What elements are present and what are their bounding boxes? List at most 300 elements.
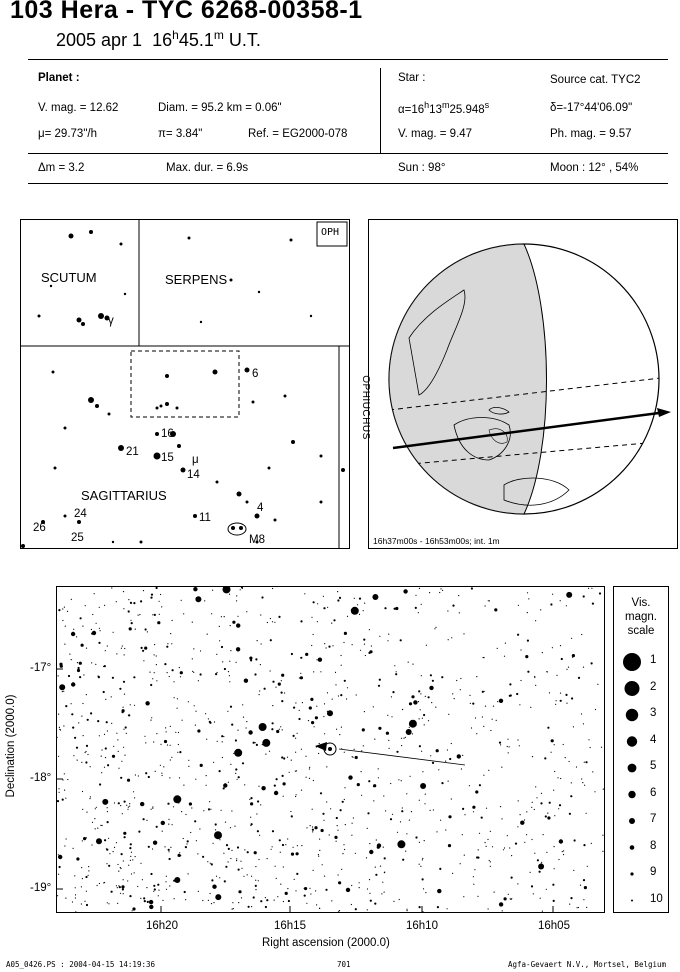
map-star [144,647,147,650]
map-star [323,820,324,821]
map-star [191,807,192,808]
map-star [216,876,217,877]
map-star [309,706,312,709]
map-star [552,647,553,648]
map-star [166,889,167,890]
map-star [339,910,340,911]
map-star [409,702,412,705]
map-star [236,647,240,651]
map-star [179,777,180,778]
map-star [149,900,153,904]
map-star [315,716,318,719]
constellation-sagittarius: SAGITTARIUS [81,488,167,503]
map-star [526,811,527,812]
map-star [584,785,585,786]
map-star [76,857,79,860]
map-star [171,643,172,644]
map-star [91,633,93,635]
map-star [520,821,524,825]
map-star [151,717,152,718]
map-star [250,802,253,805]
map-star [477,896,478,897]
map-star [540,609,541,610]
map-star [195,711,196,712]
x-tick-label-2: 16h15 [274,920,306,932]
map-star [71,682,75,686]
map-star [122,813,123,814]
map-star [475,790,478,793]
star-declination: δ=-17°44'06.09" [550,102,633,114]
map-star [107,645,108,646]
map-star [583,595,585,597]
map-star [79,676,81,678]
map-star [205,713,206,714]
map-star [539,871,541,873]
map-star [223,736,224,737]
map-star [148,776,150,778]
legend-dot-10 [631,900,633,902]
map-star [511,877,513,879]
map-star [211,863,213,865]
map-star [413,700,417,704]
map-star [107,902,108,903]
map-star [283,757,285,759]
map-star [199,828,200,829]
map-star [213,762,214,763]
map-star [462,808,464,810]
map-star [281,680,282,681]
map-star [301,749,302,750]
finder-star [77,520,81,524]
star-map [56,586,605,913]
map-star [126,805,127,806]
map-star [584,886,587,889]
map-star [538,864,544,870]
map-star [76,747,78,749]
map-star [260,804,261,805]
map-star [219,839,220,840]
map-star [85,876,87,878]
map-star [473,876,474,877]
map-star [215,894,221,900]
map-star [319,908,320,909]
map-star [170,726,171,727]
map-star [291,760,292,761]
map-star [403,589,407,593]
map-star [393,901,394,902]
map-star [439,868,441,870]
map-star [258,859,259,860]
map-star [501,818,502,819]
map-star [134,872,135,873]
map-star [312,831,313,832]
map-star [271,849,272,850]
map-star [255,889,256,890]
map-star [63,691,64,692]
map-star [540,802,542,804]
map-star [57,800,59,802]
map-star [86,812,87,813]
map-star [88,875,89,876]
map-star [276,878,277,879]
map-star [200,673,202,675]
finder-star [155,432,159,436]
map-star [374,739,375,740]
map-star [173,806,174,807]
map-star [274,622,275,623]
map-star [113,851,114,852]
map-star [118,751,119,752]
map-star [476,856,478,858]
map-star [261,643,262,644]
legend-dot-7 [629,818,635,824]
map-star [291,653,293,655]
map-star [256,813,257,814]
asteroid-track [339,749,465,765]
map-star [421,604,422,605]
map-star [62,691,63,692]
map-star [160,744,161,745]
map-star [165,727,166,728]
finder-star [246,501,249,504]
map-star [326,766,327,767]
map-star [157,621,160,624]
map-star [362,728,365,731]
map-star [244,784,245,785]
map-star [326,647,327,648]
map-star [124,801,126,803]
map-star [412,733,413,734]
map-star [415,836,417,838]
map-star [408,662,409,663]
map-star [531,885,533,887]
map-star [411,811,412,812]
finder-star [64,515,67,518]
map-star [117,903,118,904]
legend-value-9: 9 [650,866,657,878]
map-star [306,903,307,904]
night-side-shading [389,244,547,514]
map-star [274,785,276,787]
map-star [396,671,397,672]
map-star [228,671,229,672]
map-star [503,849,504,850]
map-star [447,749,448,750]
map-star [319,850,320,851]
map-star [129,895,131,897]
map-star [229,594,230,595]
map-star [591,843,592,844]
map-star [180,855,181,856]
map-star [258,786,259,787]
map-star [58,714,59,715]
map-star [347,616,348,617]
map-star [542,652,543,653]
map-star [238,869,240,871]
map-star [223,853,224,854]
map-star [108,865,110,867]
map-star [244,679,248,683]
map-star [515,843,517,845]
map-star [208,718,209,719]
legend-value-8: 8 [650,839,657,852]
map-star [240,861,241,862]
map-star [104,605,105,606]
map-star [563,744,564,745]
map-star [527,612,528,613]
map-star [114,847,115,848]
map-star [409,727,410,728]
map-star [554,771,555,772]
map-star [497,701,498,702]
map-star [197,853,198,854]
legend-value-5: 5 [650,760,657,772]
map-star [101,756,102,757]
map-star [319,743,320,744]
map-star [161,606,162,607]
map-star [391,696,392,697]
map-star [65,705,67,707]
map-star [383,795,384,796]
map-star [107,811,108,812]
map-star [107,730,108,731]
map-star [123,729,124,730]
map-star [172,620,173,621]
finder-star [237,492,242,497]
map-star [448,815,451,818]
map-star [324,703,325,704]
finder-star [188,237,191,240]
map-star [82,878,83,879]
map-star [124,648,125,649]
map-star [339,597,341,599]
map-star [344,849,345,850]
map-star [424,840,425,841]
map-star [541,793,542,794]
map-star [363,610,364,611]
map-star [71,703,72,704]
map-star [312,809,313,810]
map-star [583,844,585,846]
map-star [149,905,153,909]
map-star [253,742,255,744]
legend-value-1: 1 [650,654,657,666]
map-star [195,596,201,602]
map-star [237,730,238,731]
map-star [211,613,212,614]
event-datetime [56,28,261,51]
finder-chart [20,219,371,549]
map-star [198,680,199,681]
map-star [541,862,542,863]
map-star [92,614,93,615]
map-star [88,866,89,867]
map-star [123,893,124,894]
map-star [177,708,178,709]
map-star [439,592,440,593]
map-star [104,839,106,841]
map-star [360,650,361,651]
map-star [121,761,122,762]
map-star [127,880,128,881]
map-star [419,588,420,589]
legend-dot-1 [623,653,641,671]
finder-star [320,501,323,504]
map-star [68,675,70,677]
map-star [87,719,89,721]
map-star [361,771,362,772]
map-star [445,761,446,762]
map-star [296,873,298,875]
map-star [327,710,333,716]
map-star [403,738,404,739]
map-star [309,767,310,768]
map-star [166,731,167,732]
map-star [186,843,187,844]
map-star [426,645,427,646]
map-star [83,674,84,675]
map-star [106,849,108,851]
finder-star [108,413,111,416]
map-star [422,911,423,912]
map-star [452,873,453,874]
map-star [324,876,325,877]
map-star [116,601,117,602]
map-star [127,779,130,782]
map-star [405,737,406,738]
map-star [507,739,508,740]
map-star [151,594,153,596]
map-star [355,908,357,910]
map-star [169,676,170,677]
map-star [64,790,65,791]
map-star [369,850,373,854]
map-star [517,739,518,740]
map-star [140,600,142,602]
map-star [296,770,297,771]
map-star [184,891,186,893]
map-star [574,839,576,841]
map-star [236,595,237,596]
y-tick-label-1: -17° [30,662,52,674]
map-star [392,691,394,693]
map-star [152,808,153,809]
map-star [73,629,74,630]
map-star [312,829,314,831]
map-star [145,701,149,705]
star-ra-hour-unit: h [424,100,430,110]
map-star [202,856,204,858]
map-star [247,874,248,875]
finder-star [231,526,235,530]
map-star [386,732,389,735]
map-star [541,863,542,864]
map-star [108,903,109,904]
map-star [352,757,353,758]
map-star [173,795,181,803]
map-star [118,871,119,872]
map-star [448,714,449,715]
map-star [275,687,276,688]
map-star [280,852,281,853]
map-star [89,798,90,799]
map-star [509,683,511,685]
map-star [595,709,596,710]
map-star [433,809,434,810]
map-star [420,866,421,867]
map-star [549,692,550,693]
map-star [82,840,83,841]
map-star [141,647,143,649]
map-star [183,838,184,839]
globe-caption: 16h37m00s - 16h53m00s; int. 1m [373,536,500,546]
map-star [116,885,117,886]
map-star [238,890,241,893]
map-star [86,745,88,747]
map-star [460,678,461,679]
map-star [272,588,273,589]
event-date: 2005 apr 1 [56,30,143,50]
map-star [267,858,268,859]
map-star [483,775,484,776]
map-star [275,866,276,867]
finder-star [160,405,163,408]
map-star [452,605,454,607]
map-star [518,800,519,801]
map-star [135,629,136,630]
map-star [58,874,59,875]
map-star [236,860,237,861]
map-star [594,791,595,792]
map-star [373,786,374,787]
map-star [58,854,59,855]
map-star [59,729,60,730]
map-star [430,810,431,811]
map-star [560,600,561,601]
map-star [482,691,484,693]
map-star [210,893,211,894]
map-star [145,628,147,630]
map-star [430,674,432,676]
map-star [534,853,535,854]
map-star [475,717,476,718]
map-star [90,712,92,714]
map-star [527,592,528,593]
map-star [88,870,89,871]
map-star [235,768,237,770]
map-star [295,771,296,772]
map-star [559,839,563,843]
map-star [214,721,215,722]
map-star [156,826,158,828]
map-star [282,775,284,777]
map-star [361,795,362,796]
map-star [440,820,441,821]
map-star [569,813,571,815]
map-star [237,616,238,617]
map-star [222,757,223,758]
map-star [380,866,381,867]
map-star [91,844,92,845]
map-star [556,675,557,676]
map-star [294,879,295,880]
map-star [336,729,337,730]
map-star [423,888,424,889]
map-star [177,752,178,753]
map-star [325,889,327,891]
map-star [335,672,336,673]
finder-star [255,514,260,519]
